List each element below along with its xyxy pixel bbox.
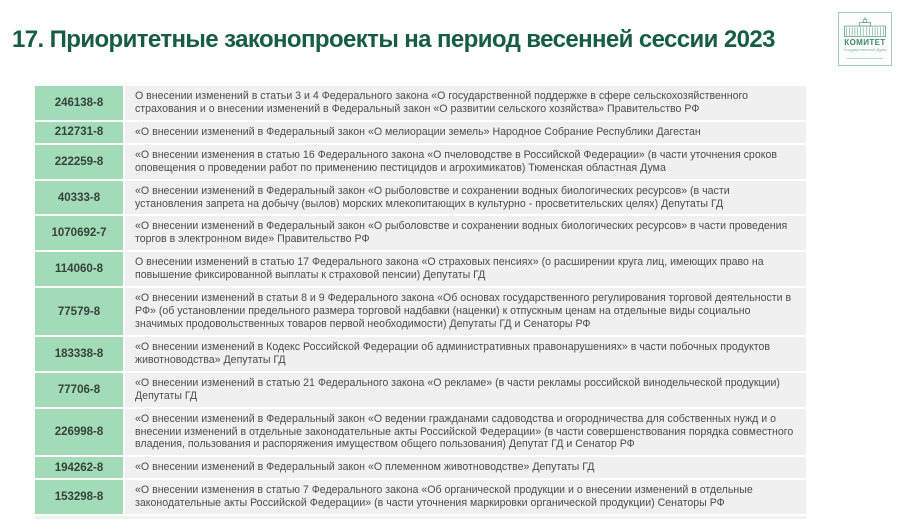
bill-number-cell: 226998-8 — [35, 409, 123, 456]
table-row — [35, 86, 806, 120]
bill-number-cell: 222259-8 — [35, 145, 123, 179]
table-row — [35, 409, 806, 456]
logo-title: КОМИТЕТ — [844, 38, 886, 47]
table-row — [35, 337, 806, 371]
bill-description-cell: «О внесении изменений в Федеральный закон «О рыболовстве и сохранении водных биологических ресурсов» в части проведения торгов в электронном виде» Правительство РФ — [125, 216, 806, 250]
table-bottom-divider — [35, 516, 806, 519]
bill-description-cell: О внесении изменений в статьи 3 и 4 Федерального закона «О государственной поддержке в сфере сельскохозяйственного страхования и о внесении изменений в Федеральный закон «О развитии сельского хозяйства» Правительство РФ — [125, 86, 806, 120]
bill-number-cell: 77579-8 — [35, 288, 123, 335]
bill-description-cell: «О внесении изменений в Федеральный закон «О ведении гражданами садоводства и огородничества для собственных нужд и о внесении изменений в отдельные законодательные акты Российской Федерации» (в части совершенствования порядка совместного владения, пользования и распоряжения имуществом общего пользования) Депутат ГД и Сенатор РФ — [125, 409, 806, 456]
bill-number-cell: 194262-8 — [35, 457, 123, 478]
bill-number-cell: 77706-8 — [35, 373, 123, 407]
table-row — [35, 457, 806, 478]
header — [0, 0, 900, 76]
table-row — [35, 252, 806, 286]
bill-description-cell: «О внесении изменений в Федеральный закон «О племенном животноводстве» Депутаты ГД — [125, 457, 806, 478]
table-row — [35, 181, 806, 215]
bill-number-cell: 212731-8 — [35, 122, 123, 143]
bill-number-cell: 153298-8 — [35, 480, 123, 514]
bill-description-cell: «О внесении изменения в статью 7 Федерального закона «Об органической продукции и о внесении изменений в отдельные законодательные акты Российской Федерации» (в части уточнения маркировки органической продукции) Сенаторы РФ — [125, 480, 806, 514]
bill-description-cell: «О внесении изменений в статьи 8 и 9 Федерального закона «Об основах государственного регулирования торговой деятельности в РФ» (об установлении предельного размера торговой надбавки (наценки) к отпускным ценам на отдельные виды социально значимых продовольственных товаров первой необходимости) Депутаты ГД и Сенаторы РФ — [125, 288, 806, 335]
bills-table — [35, 86, 806, 514]
table-row — [35, 216, 806, 250]
bill-number-cell: 114060-8 — [35, 252, 123, 286]
table-row — [35, 480, 806, 514]
bill-number-cell: 40333-8 — [35, 181, 123, 215]
table-row — [35, 288, 806, 335]
bill-description-cell: «О внесении изменений в Федеральный закон «О рыболовстве и сохранении водных биологических ресурсов» (в части установления запрета на добычу (вылов) морских млекопитающих в культурно - просветительских целях) Депутаты ГД — [125, 181, 806, 215]
bill-number-cell: 246138-8 — [35, 86, 123, 120]
bill-description-cell: «О внесении изменения в статью 16 Федерального закона «О пчеловодстве в Российской Федерации» (в части уточнения сроков оповещения о проведении работ по применению пестицидов и агрохимикатов) Тюменская областная Дума — [125, 145, 806, 179]
table-row — [35, 122, 806, 143]
bill-description-cell: «О внесении изменений в Федеральный закон «О мелиорации земель» Народное Собрание Республики Дагестан — [125, 122, 806, 143]
table-row — [35, 145, 806, 179]
bill-description-cell: «О внесении изменений в Кодекс Российской Федерации об административных правонарушениях» в части побочных продуктов животноводства» Депутаты ГД — [125, 337, 806, 371]
table-row — [35, 373, 806, 407]
committee-logo — [838, 12, 892, 66]
bill-description-cell: О внесении изменений в статью 17 Федерального закона «О страховых пенсиях» (о расширении круга лиц, имеющих право на повышение фиксированной выплаты к страховой пенсии) Депутаты ГД — [125, 252, 806, 286]
bill-number-cell: 183338-8 — [35, 337, 123, 371]
bill-description-cell: «О внесении изменений в статью 21 Федерального закона «О рекламе» (в части рекламы российской винодельческой продукции) Депутаты ГД — [125, 373, 806, 407]
duma-building-icon — [843, 16, 887, 38]
logo-subtitle: Государственной Думы — [843, 47, 887, 52]
logo-rule — [847, 58, 883, 59]
bill-number-cell: 1070692-7 — [35, 216, 123, 250]
page-title: 17. Приоритетные законопроекты на период весенней сессии 2023 — [12, 26, 775, 53]
